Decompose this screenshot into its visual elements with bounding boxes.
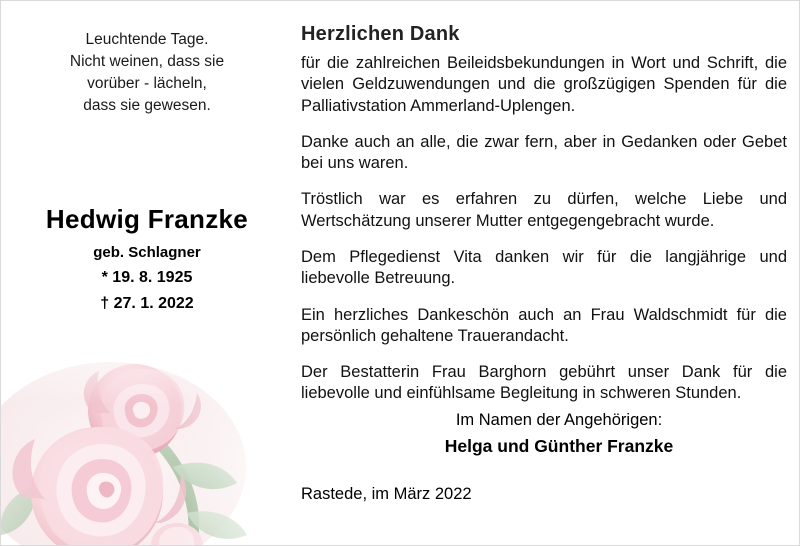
thanks-title: Herzlichen Dank xyxy=(301,23,460,45)
signoff-names: Helga und Günther Franzke xyxy=(444,435,674,456)
thanks-column xyxy=(301,23,787,504)
verse-line-1: Leuchtende Tage. xyxy=(85,31,209,48)
deceased-name: Hedwig Franzke xyxy=(45,204,249,234)
death-date: † 27. 1. 2022 xyxy=(100,295,194,312)
place-and-date: Rastede, im März 2022 xyxy=(301,484,472,503)
deceased-maiden-name: geb. Schlagner xyxy=(93,244,201,261)
memorial-left-column xyxy=(1,1,293,546)
birth-date: * 19. 8. 1925 xyxy=(101,269,193,286)
thanks-paragraph-3: Tröstlich war es erfahren zu dürfen, welche Liebe und Wertschätzung unserer Mutter entgegengebracht wurde. xyxy=(301,190,787,230)
verse-line-3: vorüber - lächeln, xyxy=(87,75,207,92)
verse-line-2: Nicht weinen, dass sie xyxy=(69,53,225,70)
verse-line-4: dass sie gewesen. xyxy=(83,97,211,114)
memorial-verse xyxy=(1,29,293,117)
signoff-line: Im Namen der Angehörigen: xyxy=(455,410,663,429)
thanks-paragraph-1: für die zahlreichen Beileidsbekundungen in Wort und Schrift, die vielen Geldzuwendungen und die großzügigen Spenden für die Palliativstation Ammerland-Uplengen. xyxy=(301,54,787,115)
roses-illustration xyxy=(1,317,293,546)
thanks-paragraph-2: Danke auch an alle, die zwar fern, aber in Gedanken oder Gebet bei uns waren. xyxy=(301,132,787,173)
thanks-paragraph-5: Ein herzliches Dankeschön auch an Frau Waldschmidt für die persönlich gehaltene Trauerandacht. xyxy=(301,305,787,345)
thanks-paragraph-6: Der Bestatterin Frau Barghorn gebührt unser Dank für die liebevolle und einfühlsame Begleitung in schweren Stunden. xyxy=(301,363,787,403)
thanks-paragraph-4: Dem Pflegedienst Vita danken wir für die langjährige und liebevolle Betreuung. xyxy=(301,247,787,288)
